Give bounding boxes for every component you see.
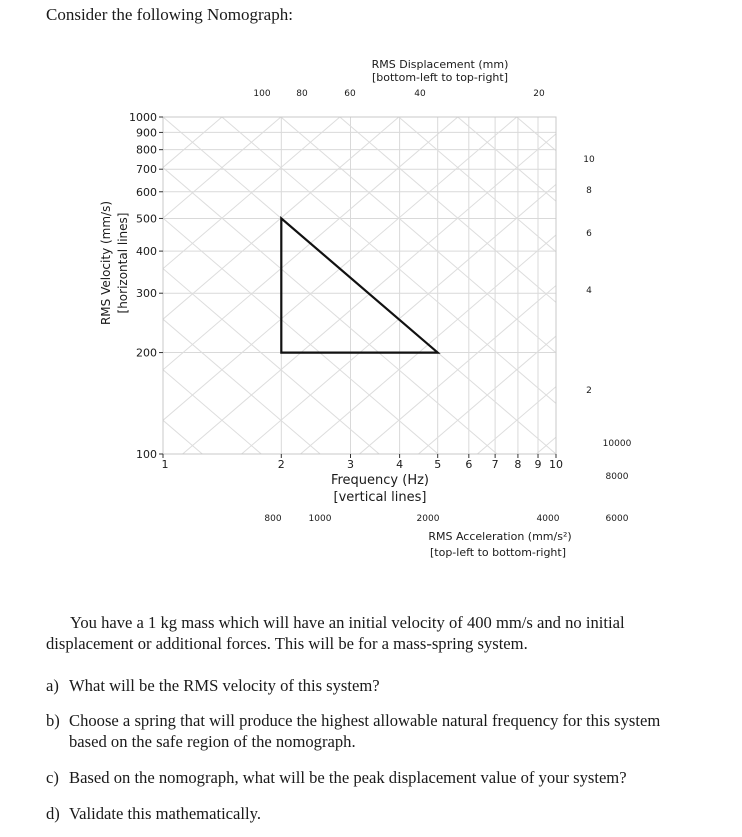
- displacement-tick-label: 60: [344, 89, 356, 99]
- displacement-tick-label: 2: [586, 386, 592, 396]
- question-a-label: a): [46, 676, 59, 695]
- frequency-tick-label: 10: [549, 458, 563, 471]
- acceleration-line: [0, 589, 742, 600]
- acceleration-axis-subtitle: [top-left to bottom-right]: [429, 546, 567, 559]
- displacement-line: [0, 100, 742, 600]
- velocity-axis-subtitle: [horizontal lines]: [116, 212, 130, 314]
- velocity-tick-label: 100: [136, 448, 157, 461]
- displacement-tick-label: 40: [414, 89, 426, 99]
- velocity-tick-label: 600: [136, 185, 157, 199]
- question-a-text: What will be the RMS velocity of this system?: [69, 676, 380, 695]
- velocity-tick-label: 1000: [129, 111, 157, 124]
- acceleration-tick-label: 8000: [605, 472, 629, 482]
- displacement-axis-subtitle: [bottom-left to top-right]: [371, 71, 509, 84]
- frequency-tick-label: 7: [491, 458, 499, 471]
- frequency-tick-label: 3: [347, 458, 355, 471]
- question-c-label: c): [46, 768, 59, 787]
- velocity-tick-label: 800: [136, 143, 157, 157]
- question-d: [46, 803, 698, 824]
- frequency-tick-label: 6: [465, 458, 473, 471]
- velocity-tick-label: 400: [136, 245, 157, 259]
- displacement-line: [0, 302, 742, 600]
- acceleration-tick-label: 10000: [602, 439, 632, 449]
- frequency-tick-label: 1: [161, 458, 169, 471]
- velocity-tick-label: 200: [136, 346, 157, 360]
- frequency-tick-label: 8: [514, 458, 522, 471]
- acceleration-tick-label: 800: [264, 514, 282, 524]
- safe-region-triangle: [281, 218, 437, 352]
- nomograph-marks: [99, 58, 632, 559]
- question-c: [46, 767, 698, 788]
- velocity-tick-label: 700: [136, 163, 157, 177]
- acceleration-tick-label: 2000: [416, 514, 440, 524]
- displacement-tick-label: 6: [586, 229, 592, 239]
- velocity-tick-label: 900: [136, 126, 157, 140]
- displacement-tick-label: 80: [296, 89, 308, 99]
- question-b-text: Choose a spring that will produce the highest allowable natural frequency for this system based on the safe region of the nomograph.: [69, 711, 661, 751]
- acceleration-line: [0, 83, 742, 600]
- displacement-line: [0, 0, 742, 100]
- question-c-text: Based on the nomograph, what will be the peak displacement value of your system?: [69, 768, 627, 787]
- frequency-tick-label: 4: [396, 458, 404, 471]
- question-b-label: b): [46, 711, 60, 730]
- acceleration-line: [0, 437, 742, 600]
- displacement-line: [0, 505, 742, 600]
- velocity-axis-title: RMS Velocity (mm/s): [99, 200, 113, 326]
- question-d-label: d): [46, 804, 60, 823]
- acceleration-tick-label: 4000: [536, 514, 560, 524]
- displacement-tick-label: 20: [533, 89, 545, 99]
- displacement-tick-label: 10: [583, 155, 595, 165]
- displacement-tick-label: 100: [253, 89, 271, 99]
- acceleration-tick-label: 6000: [605, 514, 629, 524]
- displacement-axis-title: RMS Displacement (mm): [371, 58, 509, 71]
- frequency-axis-subtitle: [vertical lines]: [333, 490, 427, 505]
- displacement-line: [0, 0, 742, 201]
- intro-text: Consider the following Nomograph:: [46, 5, 293, 24]
- displacement-line: [0, 0, 742, 50]
- displacement-tick-label: 8: [586, 186, 592, 196]
- problem-paragraph: You have a 1 kg mass which will have an initial velocity of 400 mm/s and no initial displacement or additional forces. This will be for a mass-spring system.: [46, 613, 625, 653]
- question-d-text: Validate this mathematically.: [69, 804, 261, 823]
- displacement-line: [0, 555, 742, 600]
- frequency-tick-label: 2: [277, 458, 285, 471]
- acceleration-line: [0, 538, 742, 600]
- velocity-tick-label: 300: [136, 287, 157, 301]
- question-b: [46, 710, 698, 752]
- frequency-axis-title: Frequency (Hz): [330, 473, 430, 488]
- velocity-tick-label: 500: [136, 212, 157, 226]
- frequency-tick-label: 9: [534, 458, 542, 471]
- question-a: [46, 675, 698, 696]
- acceleration-line: [0, 336, 742, 600]
- displacement-tick-label: 4: [586, 286, 592, 296]
- acceleration-axis-title: RMS Acceleration (mm/s²): [428, 530, 572, 543]
- acceleration-tick-label: 1000: [308, 514, 332, 524]
- acceleration-line: [0, 0, 742, 184]
- frequency-tick-label: 5: [434, 458, 442, 471]
